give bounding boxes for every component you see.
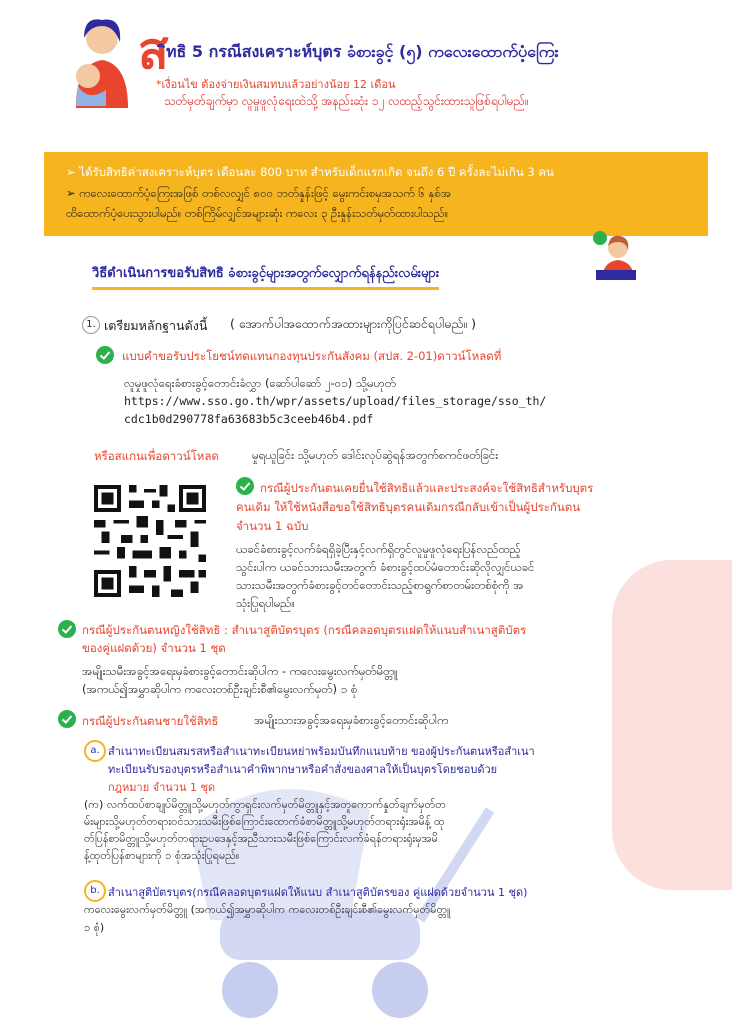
form-myanmar: လူမှုဖူလုံရေးခံစားခွင့်တောင်းခံလွှာ (ဆော်ပါဆော် ၂-၀၁) သို့မဟုတ် <box>124 376 396 390</box>
male-b-thai: สำเนาสูติบัตรบุตร(กรณีคลอดบุตรแฝดให้แนบ สำเนาสูติบัตรของ คู่แฝดด้วยจำนวน 1 ชุด) <box>108 886 528 899</box>
item-marker-a: a. <box>84 740 106 762</box>
scan-label-myanmar: မှုရယူခြင်း သို့မဟုတ် ဒေါင်းလုပ်ဆွဲရန်အတွက်စကင်ဖတ်ခြင်း <box>252 448 499 462</box>
female-case-myanmar-1: အမျိုးသမီးအခွင့်အရေးမှခံစားခွင့်တောင်းဆိုပါက - ကလေးမွေးလက်မှတ်မိတ္တူ <box>82 664 398 678</box>
check-circle-icon <box>58 620 76 638</box>
step-label: เตรียมหลักฐานดังนี้ <box>104 318 208 333</box>
existing-case-thai-3: จำนวน 1 ฉบับ <box>236 519 309 533</box>
existing-case-thai-2: คนเดิม ให้ใช้หนังสือขอใช้สิทธิบุตรคนเดิมกรณีกลับเข้าเป็นผู้ประกันตน <box>236 500 581 514</box>
male-case-thai: กรณีผู้ประกันตนชายใช้สิทธิ <box>82 714 219 728</box>
benefit-line-myanmar-1: ➢ ကလေးထောက်ပံ့ကြေးအဖြစ် တစ်လလျှင် ၈၀၀ ဘတ်နှုန်းဖြင့် မွေးကင်းစမှအသက် ၆ နှစ်အ <box>66 186 452 200</box>
existing-case-thai-1: กรณีผู้ประกันตนเคยยื่นใช้สิทธิแล้วและประสงค์จะใช้สิทธิสำหรับบุตร <box>260 481 594 495</box>
male-a-myanmar-2: မ်းများသို့မဟုတ်တရားဝင်သားသမီးဖြစ်ကြောင်းထောက်ခံစာမိတ္တူသို့မဟုတ်တရားရုံးအမိန့် ထု <box>84 815 445 828</box>
download-link-1[interactable]: https://www.sso.go.th/wpr/assets/upload/files_storage/sso_th/ <box>124 394 547 408</box>
existing-case-myanmar-1: ယခင်ခံစားခွင့်လက်ခံရရှိခဲ့ပြီးနှင့်လက်ရှိတွင်လူမှုဖူလုံရေးပြန်လည်ထည့် <box>236 542 521 556</box>
female-case-thai-1: กรณีผู้ประกันตนหญิงใช้สิทธิ : สำเนาสูติบัตรบุตร (กรณีคลอดบุตรแฝดให้แนบสำเนาสูติบัตร <box>82 623 527 637</box>
male-a-thai-3: กฎหมาย จำนวน 1 ชุด <box>108 781 216 794</box>
item-marker-b: b. <box>84 880 106 902</box>
female-case-thai-2: ของคู่แฝดด้วย) จำนวน 1 ชุด <box>82 641 226 655</box>
background-figure-decoration <box>612 560 732 890</box>
existing-case-myanmar-4: သုံးပြုရပါမည်။ <box>236 596 295 610</box>
male-a-myanmar-3: တ်ပြန်စာမိတ္တူသို့မဟုတ်တရားဥပဒေနှင့်အညီသားသမီးဖြစ်ကြောင်းလက်ခံရန်တရားရုံးမှအမိ <box>84 832 438 845</box>
existing-case-myanmar-2: သွင်းပါက ယခင်သားသမီးအတွက် ခံစားခွင့်ထပ်မံတောင်းဆိုလိုလျှင်ယခင် <box>236 560 535 574</box>
download-link-2[interactable]: cdc1b0d290778fa63683b5c3ceeb46b4.pdf <box>124 412 374 426</box>
page-title: ิทธิ 5 กรณีสงเคราะห์บุตร ခံစားခွင့် (၅) ကလေးထောက်ပံ့ကြေး <box>166 42 559 61</box>
benefit-line-myanmar-2: ထိထောက်ပံ့ပေးသွားပါမည်။ တစ်ကြိမ်လျှင်အများဆုံး ကလေး ၃ ဦးနှုန်းသတ်မှတ်ထားပါသည်။ <box>66 206 449 220</box>
benefit-line-thai: ➢ ได้รับสิทธิค่าสงเคราะห์บุตร เดือนละ 800 บาท สำหรับเด็กแรกเกิด จนถึง 6 ปี ครั้งละไม่เกิน 3 คน <box>66 165 554 179</box>
male-a-thai-2: ทะเบียนรับรองบุตรหรือสำเนาคำพิพากษาหรือคำสั่งของศาลให้เป็นบุตรโดยชอบด้วย <box>108 763 498 776</box>
existing-case-myanmar-3: သားသမီးအတွက်ခံစားခွင့်တင်တောင်းသည့်စာရွက်စာတမ်းတစ်စုံကို အ <box>236 578 524 592</box>
call-center-agent-icon <box>592 230 636 280</box>
section-heading: วิธีดำเนินการขอรับสิทธิ ခံစားခွင့်များအတွက်လျှောက်ရန်နည်းလမ်းများ <box>92 262 439 290</box>
check-circle-icon <box>236 477 254 495</box>
check-circle-icon <box>58 710 76 728</box>
qr-code[interactable] <box>94 485 206 597</box>
title-initial: ส <box>138 22 169 80</box>
check-circle-icon <box>96 346 114 364</box>
condition-thai: *เงื่อนไข ต้องจ่ายเงินสมทบแล้วอย่างน้อย 12 เดือน <box>156 78 396 91</box>
step-label-myanmar: ( အောက်ပါအထောက်အထားများကိုပြင်ဆင်ရပါမည်။ ) <box>230 316 477 331</box>
form-title: แบบคำขอรับประโยชน์ทดแทนกองทุนประกันสังคม (สปส. 2-01)ดาวน์โหลดที่ <box>122 349 502 363</box>
male-a-thai-1: สำเนาทะเบียนสมรสหรือสำเนาทะเบียนหย่าพร้อมบันทึกแนบท้าย ของผู้ประกันตนหรือสำเนา <box>108 745 535 758</box>
male-a-myanmar-4: န့်ထုတ်ပြန်စာများကို ၁ စုံအသုံးပြုရမည်။ <box>84 849 240 862</box>
scan-label-thai: หรือสแกนเพื่อดาวน์โหลด <box>94 449 219 463</box>
male-b-myanmar-2: ၁ စုံ) <box>84 921 105 934</box>
condition-myanmar: သတ်မှတ်ချက်မှာ လူမှုဖူလုံရေးထဲသို့ အနည်းဆုံး ၁၂ လထည့်သွင်းထားသူဖြစ်ရပါမည်။ <box>164 94 529 108</box>
step-number: 1. <box>82 316 100 334</box>
mother-baby-icon <box>66 16 138 108</box>
male-a-myanmar-1: (က) လက်ထပ်စာချုပ်မိတ္တူသို့မဟုတ်ကွာရှင်းလက်မှတ်မိတ္တူနှင့်အတူကောက်နှုတ်ချက်မှတ်တ <box>84 798 447 811</box>
male-case-myanmar: အမျိုးသားအခွင့်အရေးမှခံစားခွင့်တောင်းဆိုပါက <box>254 713 449 727</box>
female-case-myanmar-2: (အကယ်၍အမွှာဆိုပါက ကလေးတစ်ဦးချင်းစီ၏မွေးလက်မှတ်) ၁ စုံ <box>82 682 358 696</box>
male-b-myanmar-1: ကလေးမွေးလက်မှတ်မိတ္တူ (အကယ်၍အမွှာဆိုပါက ကလေးတစ်ဦးချင်းစီ၏မွေးလက်မှတ်မိတ္တူ <box>84 903 451 916</box>
